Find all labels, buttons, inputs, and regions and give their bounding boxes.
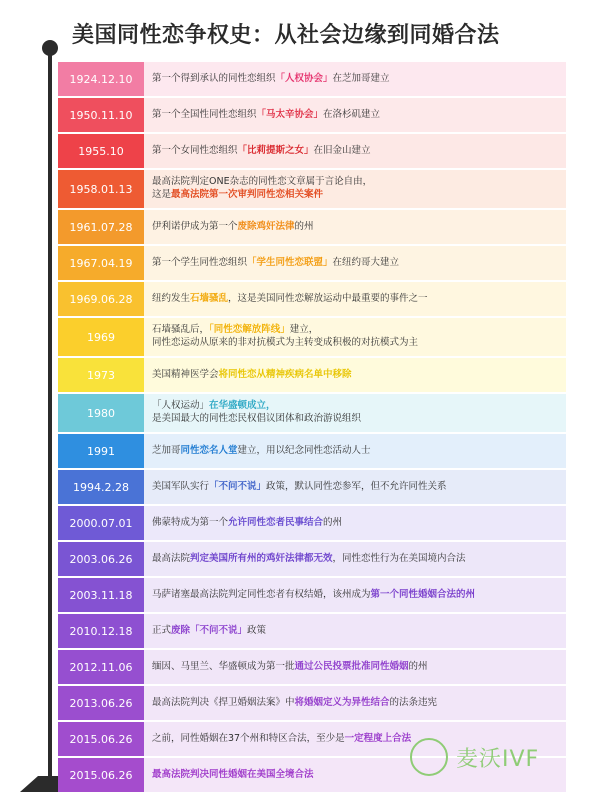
description-line [152, 589, 566, 602]
timeline-row [58, 650, 566, 684]
plain-text: 同性恋运动从原来的非对抗模式为主转变成积极的对抗模式为主 [152, 337, 419, 348]
plain-text: ，这是美国同性恋解放运动中最重要的事件之一 [228, 292, 428, 304]
plain-text: 「人权运动」 [152, 400, 210, 412]
plain-text: 最高法院判定ONE杂志的同性恋文章属于言论自由， [152, 176, 373, 188]
event-description [144, 62, 566, 96]
event-description [144, 210, 566, 244]
highlight-text: 「比莉提斯之女」 [237, 144, 314, 156]
timeline-row [58, 686, 566, 720]
plain-text: 马萨诸塞最高法院判定同性恋者有权结婚，该州成为 [152, 588, 371, 600]
plain-text: 政策，默认同性恋参军，但不允许同性关系 [266, 480, 447, 492]
event-date: 1969 [58, 318, 144, 356]
event-description [144, 578, 566, 612]
timeline-row [58, 210, 566, 244]
timeline-row [58, 506, 566, 540]
description-line [152, 445, 566, 458]
plain-text: 第一个学生同性恋组织 [152, 256, 248, 268]
description-line [152, 73, 566, 86]
timeline-row [58, 246, 566, 280]
description-line [152, 221, 566, 234]
event-date: 1991 [58, 434, 144, 468]
plain-text: 在纽约哥大建立 [332, 256, 400, 268]
description-line [152, 293, 566, 306]
timeline-row [58, 542, 566, 576]
description-line [152, 625, 566, 638]
description-line [152, 369, 566, 382]
highlight-text: 同性恋名人堂 [180, 444, 238, 456]
plain-text: 在旧金山建立 [313, 144, 371, 156]
event-date: 2003.06.26 [58, 542, 144, 576]
highlight-text: 「人权协会」 [275, 72, 333, 84]
timeline-row [58, 170, 566, 208]
event-description [144, 246, 566, 280]
event-date: 2003.11.18 [58, 578, 144, 612]
description-line [152, 481, 566, 494]
plain-text: 政策 [247, 624, 267, 636]
event-date: 2000.07.01 [58, 506, 144, 540]
plain-text: 建立， [289, 324, 319, 336]
watermark [410, 735, 590, 779]
timeline-row [58, 98, 566, 132]
plain-text: 纽约发生 [152, 292, 191, 304]
description-line [152, 337, 566, 350]
description-line [152, 517, 566, 530]
highlight-text: 最高法院判决同性婚姻在美国全境合法 [152, 768, 314, 780]
plain-text: 之前，同性婚姻在37个州和特区合法，至少是 [152, 732, 345, 744]
highlight-text: 「不问不说」 [209, 480, 267, 492]
plain-text: 石墙骚乱后， [152, 324, 210, 336]
ivf-logo-icon [410, 738, 448, 776]
highlight-text: 「马太辛协会」 [256, 108, 324, 120]
timeline-row [58, 134, 566, 168]
event-date: 2013.06.26 [58, 686, 144, 720]
event-date: 1994.2.28 [58, 470, 144, 504]
description-line [152, 661, 566, 674]
description-line [152, 400, 566, 413]
description-line [152, 176, 566, 189]
event-date: 1969.06.28 [58, 282, 144, 316]
description-line [152, 109, 566, 122]
event-description [144, 614, 566, 648]
event-date: 1980 [58, 394, 144, 432]
highlight-text: 允许同性恋者民事结合 [228, 516, 324, 528]
plain-text: 芝加哥 [152, 444, 181, 456]
timeline-row [58, 614, 566, 648]
plain-text: 的州 [408, 660, 428, 672]
plain-text: 建立，用以纪念同性恋活动人士 [237, 444, 371, 456]
highlight-text: 石墙骚乱 [190, 292, 229, 304]
event-description [144, 282, 566, 316]
description-line [152, 324, 566, 337]
event-description [144, 650, 566, 684]
description-line [152, 413, 566, 426]
plain-text: ，同性恋性行为在美国境内合法 [332, 552, 466, 564]
plain-text: 的法条违宪 [389, 696, 438, 708]
event-description [144, 506, 566, 540]
event-description [144, 98, 566, 132]
highlight-text: 废除鸡奸法律 [237, 220, 295, 232]
description-line [152, 697, 566, 710]
event-date: 1973 [58, 358, 144, 392]
plain-text: 第一个全国性同性恋组织 [152, 108, 257, 120]
plain-text: 第一个女同性恋组织 [152, 144, 238, 156]
plain-text: 缅因、马里兰、华盛顿成为第一批 [152, 660, 295, 672]
event-description [144, 134, 566, 168]
plain-text: 美国军队实行 [152, 480, 210, 492]
timeline-row [58, 470, 566, 504]
highlight-text: 废除「不问不说」 [171, 624, 248, 636]
plain-text: 的州 [294, 220, 314, 232]
highlight-text: 在华盛顿成立， [209, 400, 276, 412]
event-description [144, 434, 566, 468]
event-description [144, 170, 566, 208]
plain-text: 最高法院判决《捍卫婚姻法案》中 [152, 696, 295, 708]
event-date: 1967.04.19 [58, 246, 144, 280]
description-line [152, 257, 566, 270]
plain-text: 正式 [152, 624, 172, 636]
highlight-text: 最高法院第一次审判同性恋相关案件 [171, 189, 324, 200]
event-description [144, 358, 566, 392]
watermark-text: 麦沃IVF [456, 746, 540, 772]
page-title: 美国同性恋争权史：从社会边缘到同婚合法 [72, 23, 500, 48]
event-date: 2010.12.18 [58, 614, 144, 648]
plain-text: 在洛杉矶建立 [323, 108, 381, 120]
event-date: 2015.06.26 [58, 722, 144, 756]
plain-text: 佛蒙特成为第一个 [152, 516, 229, 528]
highlight-text: 将同性恋从精神疾病名单中移除 [218, 368, 352, 380]
timeline-row [58, 282, 566, 316]
event-date: 1924.12.10 [58, 62, 144, 96]
event-date: 1950.11.10 [58, 98, 144, 132]
highlight-text: 判定美国所有州的鸡奸法律都无效 [190, 552, 333, 564]
event-date: 1955.10 [58, 134, 144, 168]
event-date: 1961.07.28 [58, 210, 144, 244]
highlight-text: 一定程度上合法 [344, 732, 412, 744]
highlight-text: 将婚姻定义为异性结合 [294, 696, 390, 708]
highlight-text: 「学生同性恋联盟」 [247, 256, 333, 268]
timeline-row [58, 434, 566, 468]
highlight-text: 「同性恋解放阵线」 [209, 324, 290, 336]
plain-text: 的州 [323, 516, 343, 528]
timeline-row [58, 394, 566, 432]
plain-text: 最高法院 [152, 552, 191, 564]
plain-text: 美国精神医学会 [152, 368, 219, 380]
plain-text: 伊利诺伊成为第一个 [152, 220, 238, 232]
plain-text: 这是 [152, 189, 172, 200]
event-description [144, 318, 566, 356]
timeline [58, 62, 566, 782]
description-line [152, 145, 566, 158]
event-description [144, 470, 566, 504]
plain-text: 是美国最大的同性恋民权倡议团体和政治游说组织 [152, 413, 362, 424]
plain-text: 在芝加哥建立 [332, 72, 390, 84]
event-description [144, 686, 566, 720]
event-date: 2015.06.26 [58, 758, 144, 792]
event-description [144, 394, 566, 432]
plain-text: 第一个得到承认的同性恋组织 [152, 72, 276, 84]
timeline-row [58, 578, 566, 612]
timeline-row [58, 62, 566, 96]
timeline-row [58, 358, 566, 392]
event-description [144, 542, 566, 576]
highlight-text: 通过公民投票批准同性婚姻 [294, 660, 409, 672]
timeline-pole [48, 50, 52, 780]
description-line [152, 553, 566, 566]
event-date: 1958.01.13 [58, 170, 144, 208]
timeline-row [58, 318, 566, 356]
event-date: 2012.11.06 [58, 650, 144, 684]
description-line [152, 189, 566, 202]
highlight-text: 第一个同性婚姻合法的州 [370, 588, 476, 600]
